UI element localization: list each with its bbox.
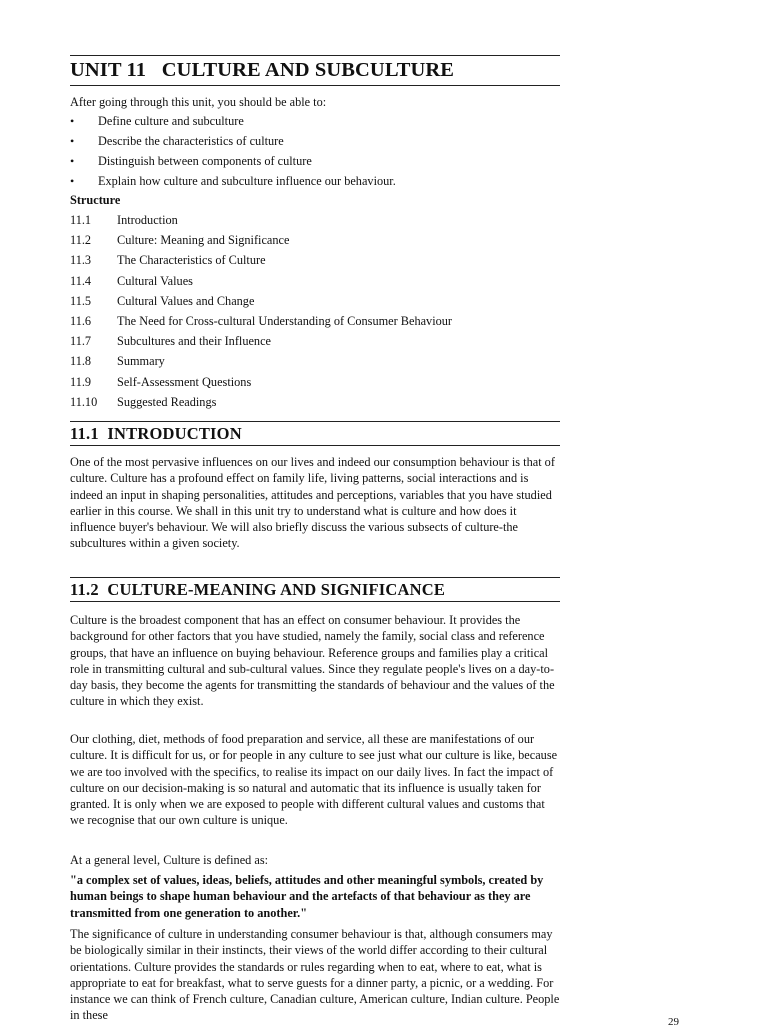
list-item: 11.8 Summary [70, 354, 165, 369]
bullet-icon: • [70, 154, 75, 168]
unit-title: UNIT 11 CULTURE AND SUBCULTURE [70, 59, 455, 81]
introduction-paragraph: One of the most pervasive influences on our lives and indeed our consumption behaviour is that of culture. Culture has a profound effect on family life, living patterns, social interactions and is indeed an input in shaping personalities, attitudes and perceptions, variables that you have studied earlier in this course. We shall in this unit try to understand what is culture and how does it influence buyer's behaviour. We will also briefly discuss the various subsects of culture-the subcultures within a given society. [70, 455, 555, 551]
culture-paragraph-4: The significance of culture in understanding consumer behaviour is that, although consumers may be biologically similar in their instincts, their views of the world differ according to their cultural orientations. Culture provides the standards or rules regarding when to eat, where to eat, what is appropriate to eat for breakfast, what to serve guests for a dinner party, a picnic, or a wedding. For instance we can think of French culture, Canadian culture, American culture, Indian culture. People in these [70, 927, 560, 1023]
objectives-list [70, 113, 560, 193]
bullet-icon: • [70, 134, 75, 148]
section-rule-bottom [70, 601, 560, 602]
culture-definition-quote: "a complex set of values, ideas, beliefs, attitudes and other meaningful symbols, created by human beings to shape human behaviour and the artefacts of that behaviour as they are transmitted from one generation to another." [70, 873, 544, 920]
section-heading-introduction: 11.1 INTRODUCTION [70, 424, 242, 443]
list-item: 11.9 Self-Assessment Questions [70, 374, 252, 389]
objectives-intro: After going through this unit, you should be able to: [70, 95, 327, 109]
section-rule-bottom [70, 445, 560, 446]
title-rule-bottom [70, 85, 560, 86]
list-item: 11.3 The Characteristics of Culture [70, 253, 266, 268]
structure-list [70, 212, 560, 414]
list-item: • Explain how culture and subculture influence our behaviour. [70, 173, 560, 193]
bullet-icon: • [70, 174, 75, 188]
page-number: 29 [668, 1016, 679, 1028]
list-item: • Distinguish between components of culture [70, 153, 560, 173]
culture-paragraph-2: Our clothing, diet, methods of food preparation and service, all these are manifestations of our culture. It is difficult for us, or for people in any culture to see just what our culture is like, because we are too involved with the specifics, to realise its impact on our daily lives. In fact the impact of culture on our decision-making is so natural and automatic that its influence is usually taken for granted. It is only when we are exposed to people with different cultural values and customs that we recognise that our own culture is unique. [70, 732, 558, 828]
culture-paragraph-3: At a general level, Culture is defined as: [70, 853, 269, 867]
title-rule-top [70, 55, 560, 56]
list-item: • Describe the characteristics of culture [70, 133, 560, 153]
culture-paragraph-1: Culture is the broadest component that has an effect on consumer behaviour. It provides the background for other factors that you have studied, namely the family, social class and reference groups, that have an influence on buying behaviour. Reference groups and families play a critical role in transmitting cultural and sub-cultural values. Since they regulate people's lives on a day-to-day basis, they become the agents for transmitting the standards of behaviour and the values of the culture in which they exist. [70, 613, 555, 709]
list-item: 11.4 Cultural Values [70, 273, 193, 288]
structure-label: Structure [70, 193, 121, 207]
list-item: 11.10 Suggested Readings [70, 394, 217, 409]
section-rule-top [70, 577, 560, 578]
section-rule-top [70, 421, 560, 422]
list-item: 11.5 Cultural Values and Change [70, 293, 255, 308]
list-item: 11.1 Introduction [70, 213, 178, 227]
list-item: 11.6 The Need for Cross-cultural Understanding of Consumer Behaviour [70, 313, 453, 328]
list-item: 11.7 Subcultures and their Influence [70, 334, 271, 349]
bullet-icon: • [70, 114, 75, 128]
list-item: 11.2 Culture: Meaning and Significance [70, 233, 290, 248]
list-item: • Define culture and subculture [70, 113, 560, 133]
section-heading-culture: 11.2 CULTURE-MEANING AND SIGNIFICANCE [70, 580, 446, 599]
